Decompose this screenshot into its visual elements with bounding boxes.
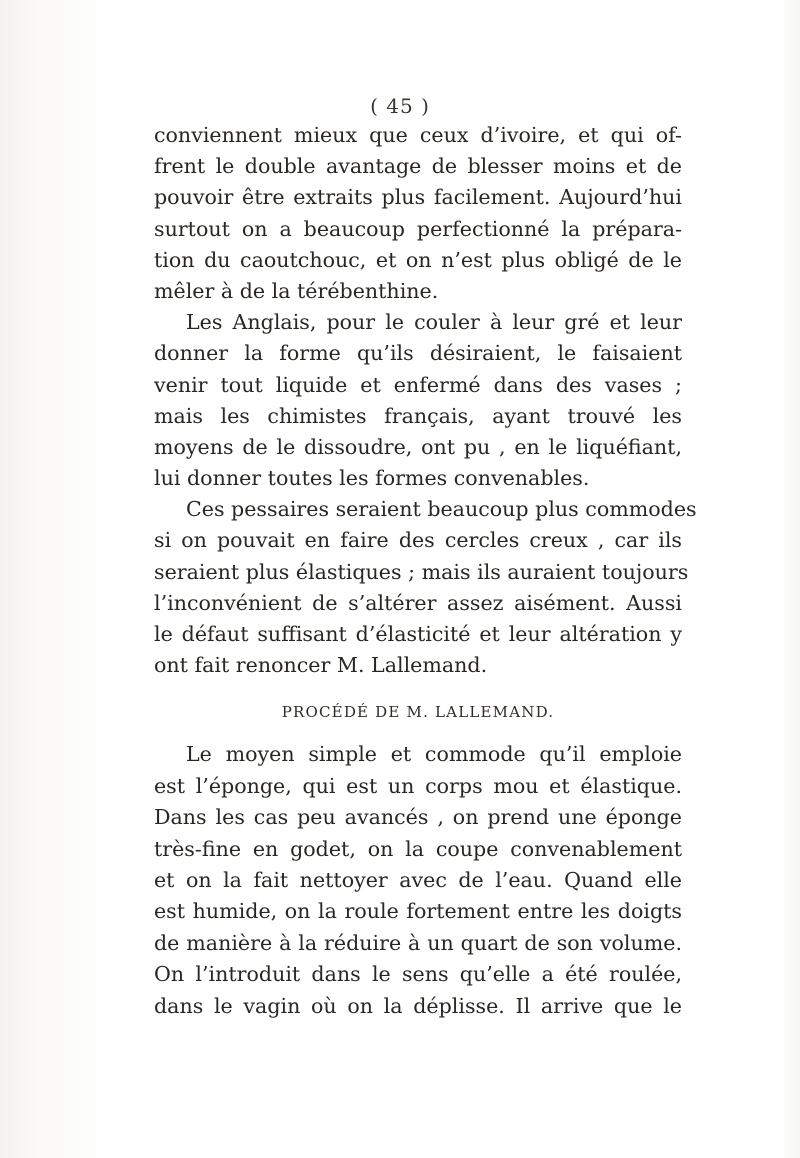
- text-line: Les Anglais, pour le couler à leur gré et leur: [186, 310, 682, 335]
- text-line: mais les chimistes français, ayant trouvé les: [154, 403, 682, 428]
- text-line: ont fait renoncer M. Lallemand.: [154, 653, 488, 678]
- page-number: ( 45 ): [370, 94, 430, 118]
- text-line: mêler à de la térébenthine.: [154, 278, 439, 303]
- text-line: seraient plus élastiques ; mais ils auraient toujours: [154, 559, 689, 584]
- text-line: l’inconvénient de s’altérer assez aisément. Aussi: [154, 590, 682, 615]
- text-line: est l’éponge, qui est un corps mou et élastique.: [154, 773, 682, 798]
- paragraph-3: [154, 494, 697, 681]
- text-line: conviennent mieux que ceux d’ivoire, et qui of-: [154, 123, 682, 147]
- text-line: de manière à la réduire à un quart de son volume.: [154, 930, 682, 955]
- paragraph-2: [154, 307, 682, 494]
- text-line: donner la forme qu’ils désiraient, le faisaient: [154, 341, 682, 366]
- text-line: le défaut suffisant d’élasticité et leur altération y: [154, 622, 682, 646]
- text-line: lui donner toutes les formes convenables.: [154, 466, 590, 491]
- text-line: est humide, on la roule fortement entre les doigts: [154, 899, 682, 924]
- text-line: et on la fait nettoyer avec de l’eau. Quand elle: [154, 867, 682, 892]
- text-line: Le moyen simple et commode qu’il emploie: [186, 742, 682, 767]
- text-line: pouvoir être extraits plus facilement. Aujourd’hui: [154, 185, 682, 210]
- paragraph-4: [154, 739, 682, 1022]
- text-line: venir tout liquide et enfermé dans des vases ;: [154, 372, 682, 397]
- text-line: Ces pessaires seraient beaucoup plus commodes: [186, 497, 697, 522]
- paragraph-1: [154, 120, 682, 307]
- text-line: surtout on a beaucoup perfectionné la prépara-: [154, 216, 682, 241]
- text-line: moyens de le dissoudre, ont pu , en le liquéfiant,: [154, 434, 682, 459]
- text-line: On l’introduit dans le sens qu’elle a été roulée,: [154, 962, 682, 987]
- section-heading: PROCÉDÉ DE M. LALLEMAND.: [281, 703, 555, 722]
- text-line: frent le double avantage de blesser moins et de: [154, 154, 682, 179]
- text-line: dans le vagin où on la déplisse. Il arrive que le: [154, 993, 682, 1018]
- text-line: très-fine en godet, on la coupe convenablement: [154, 836, 682, 861]
- body-text: [154, 120, 697, 1022]
- text-line: si on pouvait en faire des cercles creux , car ils: [154, 528, 682, 553]
- text-line: Dans les cas peu avancés , on prend une éponge: [154, 805, 682, 830]
- text-line: tion du caoutchouc, et on n’est plus obligé de le: [154, 247, 682, 272]
